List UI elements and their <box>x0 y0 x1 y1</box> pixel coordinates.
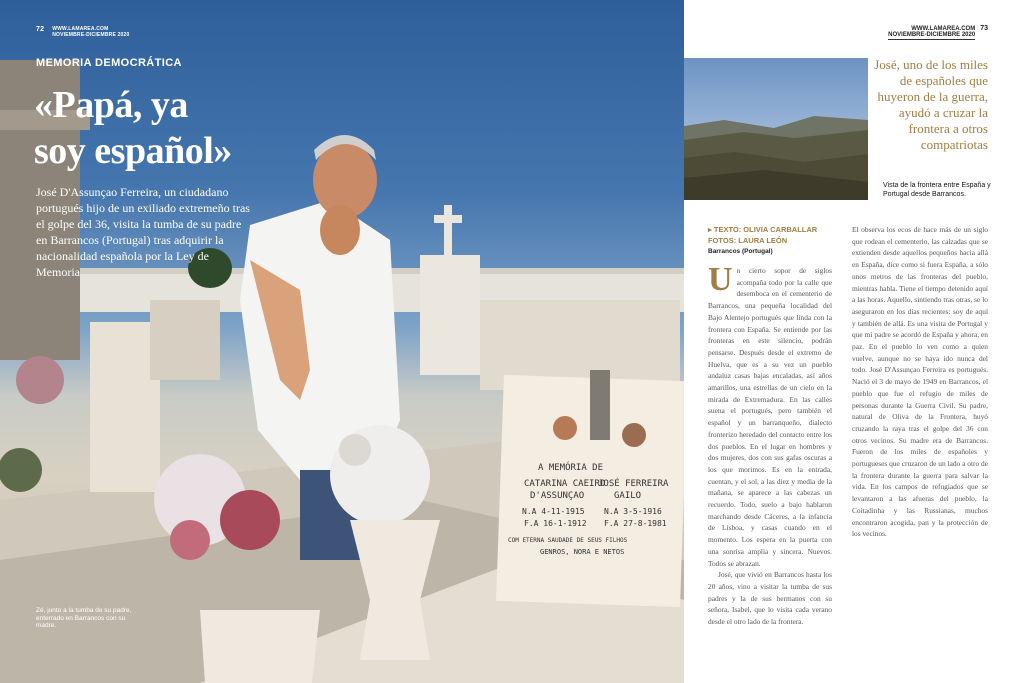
folio-info-right <box>888 26 975 40</box>
tombstone-header: A MEMÓRIA DE <box>538 463 604 473</box>
body-column-2: El observa los ecos de hace más de un siglo que rodean el cementerio, las calzadas que se extienden desde aquellos pequeños hacia allá en España, dice como si fuera España, a sólo unos metros de las fronteras del pueblo, mientras habla. Tiene el tiempo detenido aquí a las horas. Aquello, sintiendo tras otras, se lo aseguraron en los días recientes: soy de aquí y también de allá. Es una visita de Portugal y que mi padre se acordó de España y ahora, en paz. En el pueblo lo ven como a quien vuelve, aunque no se haya ido nunca del todo. José D'Assunçao Ferreira es portugués. Nació el 3 de mayo de 1949 en Barrancos, el pueblo que fue el refugio de miles de personas durante la Guerra Civil. Su padre, natural de Oliva de la Frontera, huyó cruzando la raya tras el golpe del 36 con otros vecinos. Su madre era de Barrancos. Fueron de los miles de españoles y portugueses que cruzaron de un lado a otro de la frontera durante la guerra para salvar la vida. En los campos de refugiados que se levantaron a las afueras del pueblo, la Coitadinha y las Russianas, muchos encontraron acogida, pan y la protección de los vecinos. <box>852 225 988 539</box>
tombstone-name-left-2: D'ASSUNÇAO <box>530 491 585 501</box>
section-label: MEMORIA DEMOCRÁTICA <box>36 57 182 69</box>
byline-photo: FOTOS: LAURA LEÓN <box>708 236 788 245</box>
tombstone-footer-1: COM ETERNA SAUDADE DE SEUS FILHOS <box>508 537 628 544</box>
site-url-right: WWW.LAMAREA.COM <box>911 26 976 32</box>
site-url-left: WWW.LAMAREA.COM <box>52 26 109 32</box>
byline-text: ▸ TEXTO: OLIVIA CARBALLAR <box>708 225 818 234</box>
page-folio-right <box>888 26 988 40</box>
tombstone-name-right-1: JOSÉ FERREIRA <box>598 479 669 489</box>
folio-info-left <box>52 26 129 38</box>
body-column-1 <box>708 265 832 637</box>
border-landscape-photo <box>684 58 868 200</box>
drop-cap: U <box>708 265 733 298</box>
page-folio-left <box>36 26 130 38</box>
body-text-1-tail: José, que vivió en Barrancos hasta los 20 años, vino a visitar la tumba de sus padres y la de sus hermanos con su señora, Isabel, que lo visita cada verano desde el otro lado de la frontera. <box>708 570 832 627</box>
photo-caption-left: Zé, junto a la tumba de su padre, enterrado en Barrancos con su madre. <box>36 607 132 629</box>
byline <box>708 224 817 257</box>
tombstone-name-right-2: GAILO <box>614 491 642 501</box>
headline-line-2: soy español» <box>34 130 232 172</box>
tombstone-dates-left-2: F.A 16-1-1912 <box>524 519 587 528</box>
tombstone-name-left-1: CATARINA CAEIRO <box>524 479 606 489</box>
page-number-left: 72 <box>36 26 45 33</box>
standfirst: José D'Assunçao Ferreira, un ciudadano portugués hijo de un exiliado extremeño tras el golpe del 36, visita la tumba de su padre en Barrancos (Portugal) tras adquirir la nacionalidad española por la Ley de Memoria <box>36 185 250 279</box>
tombstone-footer-2: GENROS, NORA E NETOS <box>540 548 625 556</box>
tombstone-dates-right-2: F.A 27-8-1981 <box>604 519 667 528</box>
byline-text-label: TEXTO: OLIVIA CARBALLAR <box>713 225 818 234</box>
tombstone-dates-left-1: N.A 4-11-1915 <box>522 507 585 516</box>
headline <box>34 82 294 174</box>
issue-date-right: NOVIEMBRE-DICIEMBRE 2020 <box>888 32 976 38</box>
headline-line-1: «Papá, ya <box>34 84 188 126</box>
body-text-1: n cierto sopor de siglos acompaña todo por la calle que desemboca en el cementerio de Barrancos, una pequeña localidad del Bajo Alentejo portugués que linda con la frontera con España. Se entiende por las fronteras en este silencio, podrán pensarse. Después desde el extremo de Huelva, que es a su vez un pueblo andaluz casas bajas encaladas, así años amarillos, una estrellas de un cielo en la mirada de Extremadura. En las calles suena el portugués, pero también el español y un barranqueño, dialecto fronterizo heredado del contacto entre los dos pueblos. En el lugar en hombres y dos mujeres, dos con sus gafas oscuras a los que morimos. Es en la entrada, cuentan, y el sol, a las diez y media de la mañana, se aparece a las cabezas un recuerdo. Todo, suelo a bajo hablaron marchando desde Cáceres, a la infancia de Lisboa, y casas cuando en el momento. Los espera en la puerta con una sonrisa amplia y sincera. Nuevos. Todos se abrazan. <box>708 266 832 568</box>
photo-caption-right: Vista de la frontera entre España y Portugal desde Barrancos. <box>883 182 991 198</box>
issue-date-left: NOVIEMBRE-DICIEMBRE 2020 <box>52 32 130 38</box>
page-number-right: 73 <box>980 25 988 32</box>
pull-quote: José, uno de los miles de españoles que huyeron de la guerra, ayudó a cruzar la frontera a otros compatriotas <box>874 57 988 152</box>
tombstone-dates-right-1: N.A 3-5-1916 <box>604 507 662 516</box>
byline-location: Barrancos (Portugal) <box>708 248 773 255</box>
right-page <box>684 0 1024 683</box>
